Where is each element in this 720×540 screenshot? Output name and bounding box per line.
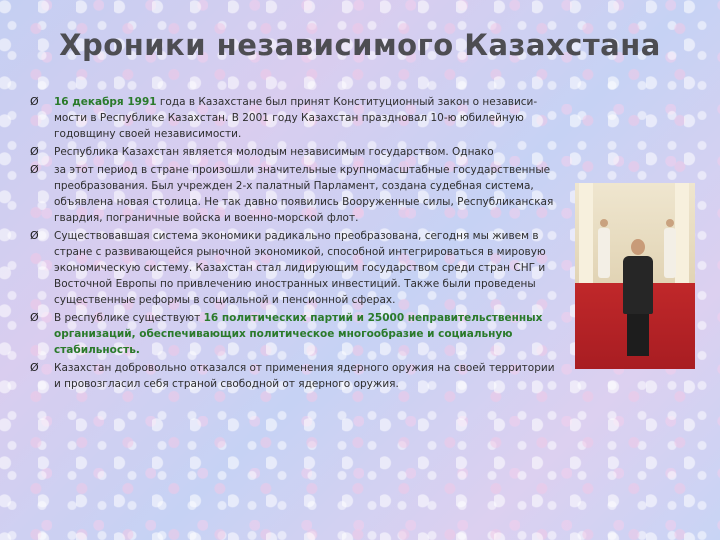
arrow-bullet-icon: Ø bbox=[30, 95, 39, 108]
honor-guard-figure bbox=[597, 219, 611, 289]
highlight-organizations: 16 политических партий и 25000 неправительственных организаций, обеспечивающих политическое многообразие и социальную стабильность. bbox=[54, 312, 543, 356]
bullet-item bbox=[30, 94, 560, 142]
bullet-text: Республика Казахстан является молодым независимым государством. Однако bbox=[54, 146, 494, 158]
arrow-bullet-icon: Ø bbox=[30, 163, 39, 176]
bullet-text bbox=[54, 94, 560, 142]
honor-guard-figure bbox=[663, 219, 677, 289]
bullet-list bbox=[30, 94, 560, 394]
bullet-item bbox=[30, 144, 560, 160]
bullet-text: Существовавшая система экономики радикально преобразована, сегодня мы живем в стране с развивающейся рыночной экономикой, способной интегрироваться в мировую экономическую систему. Казахстан стал лидирующим государством среди стран СНГ и Восточной Европы по привлечению иностранных инвестиций. Также были проведены существенные реформы в социальной и пенсионной сферах. bbox=[54, 230, 546, 306]
bullet-text bbox=[54, 310, 560, 358]
president-figure bbox=[621, 239, 655, 359]
pillar bbox=[675, 183, 689, 293]
bullet-item bbox=[30, 310, 560, 358]
ceremony-photo bbox=[575, 183, 695, 369]
bullet-item bbox=[30, 228, 560, 308]
bullet-text: Казахстан добровольно отказался от применения ядерного оружия на своей территории и провозгласил себя страной свободной от ядерного оружия. bbox=[54, 362, 555, 390]
slide-title: Хроники независимого Казахстана bbox=[59, 28, 661, 62]
bullet-item bbox=[30, 162, 560, 226]
bullet-item bbox=[30, 360, 560, 392]
arrow-bullet-icon: Ø bbox=[30, 361, 39, 374]
bullet-text: за этот период в стране произошли значительные крупномасштабные государственные преобразования. Был учрежден 2-х палатный Парламент, создана судебная система, объявлена новая столица. Не так давно появились Вооруженные силы, Республиканская гвардия, пограничные войска и военно-морской флот. bbox=[54, 164, 554, 224]
arrow-bullet-icon: Ø bbox=[30, 229, 39, 242]
bullet-body: В республике существуют bbox=[54, 312, 204, 324]
bullet-body: года в Казахстане был принят Конституционный закон о независи-мости в Республике Казахстан. В 2001 году Казахстан праздновал 10-ю юбилейную годовщину своей независимости. bbox=[54, 96, 538, 140]
arrow-bullet-icon: Ø bbox=[30, 311, 39, 324]
highlight-date: 16 декабря 1991 bbox=[54, 96, 157, 108]
pillar bbox=[579, 183, 593, 293]
arrow-bullet-icon: Ø bbox=[30, 145, 39, 158]
